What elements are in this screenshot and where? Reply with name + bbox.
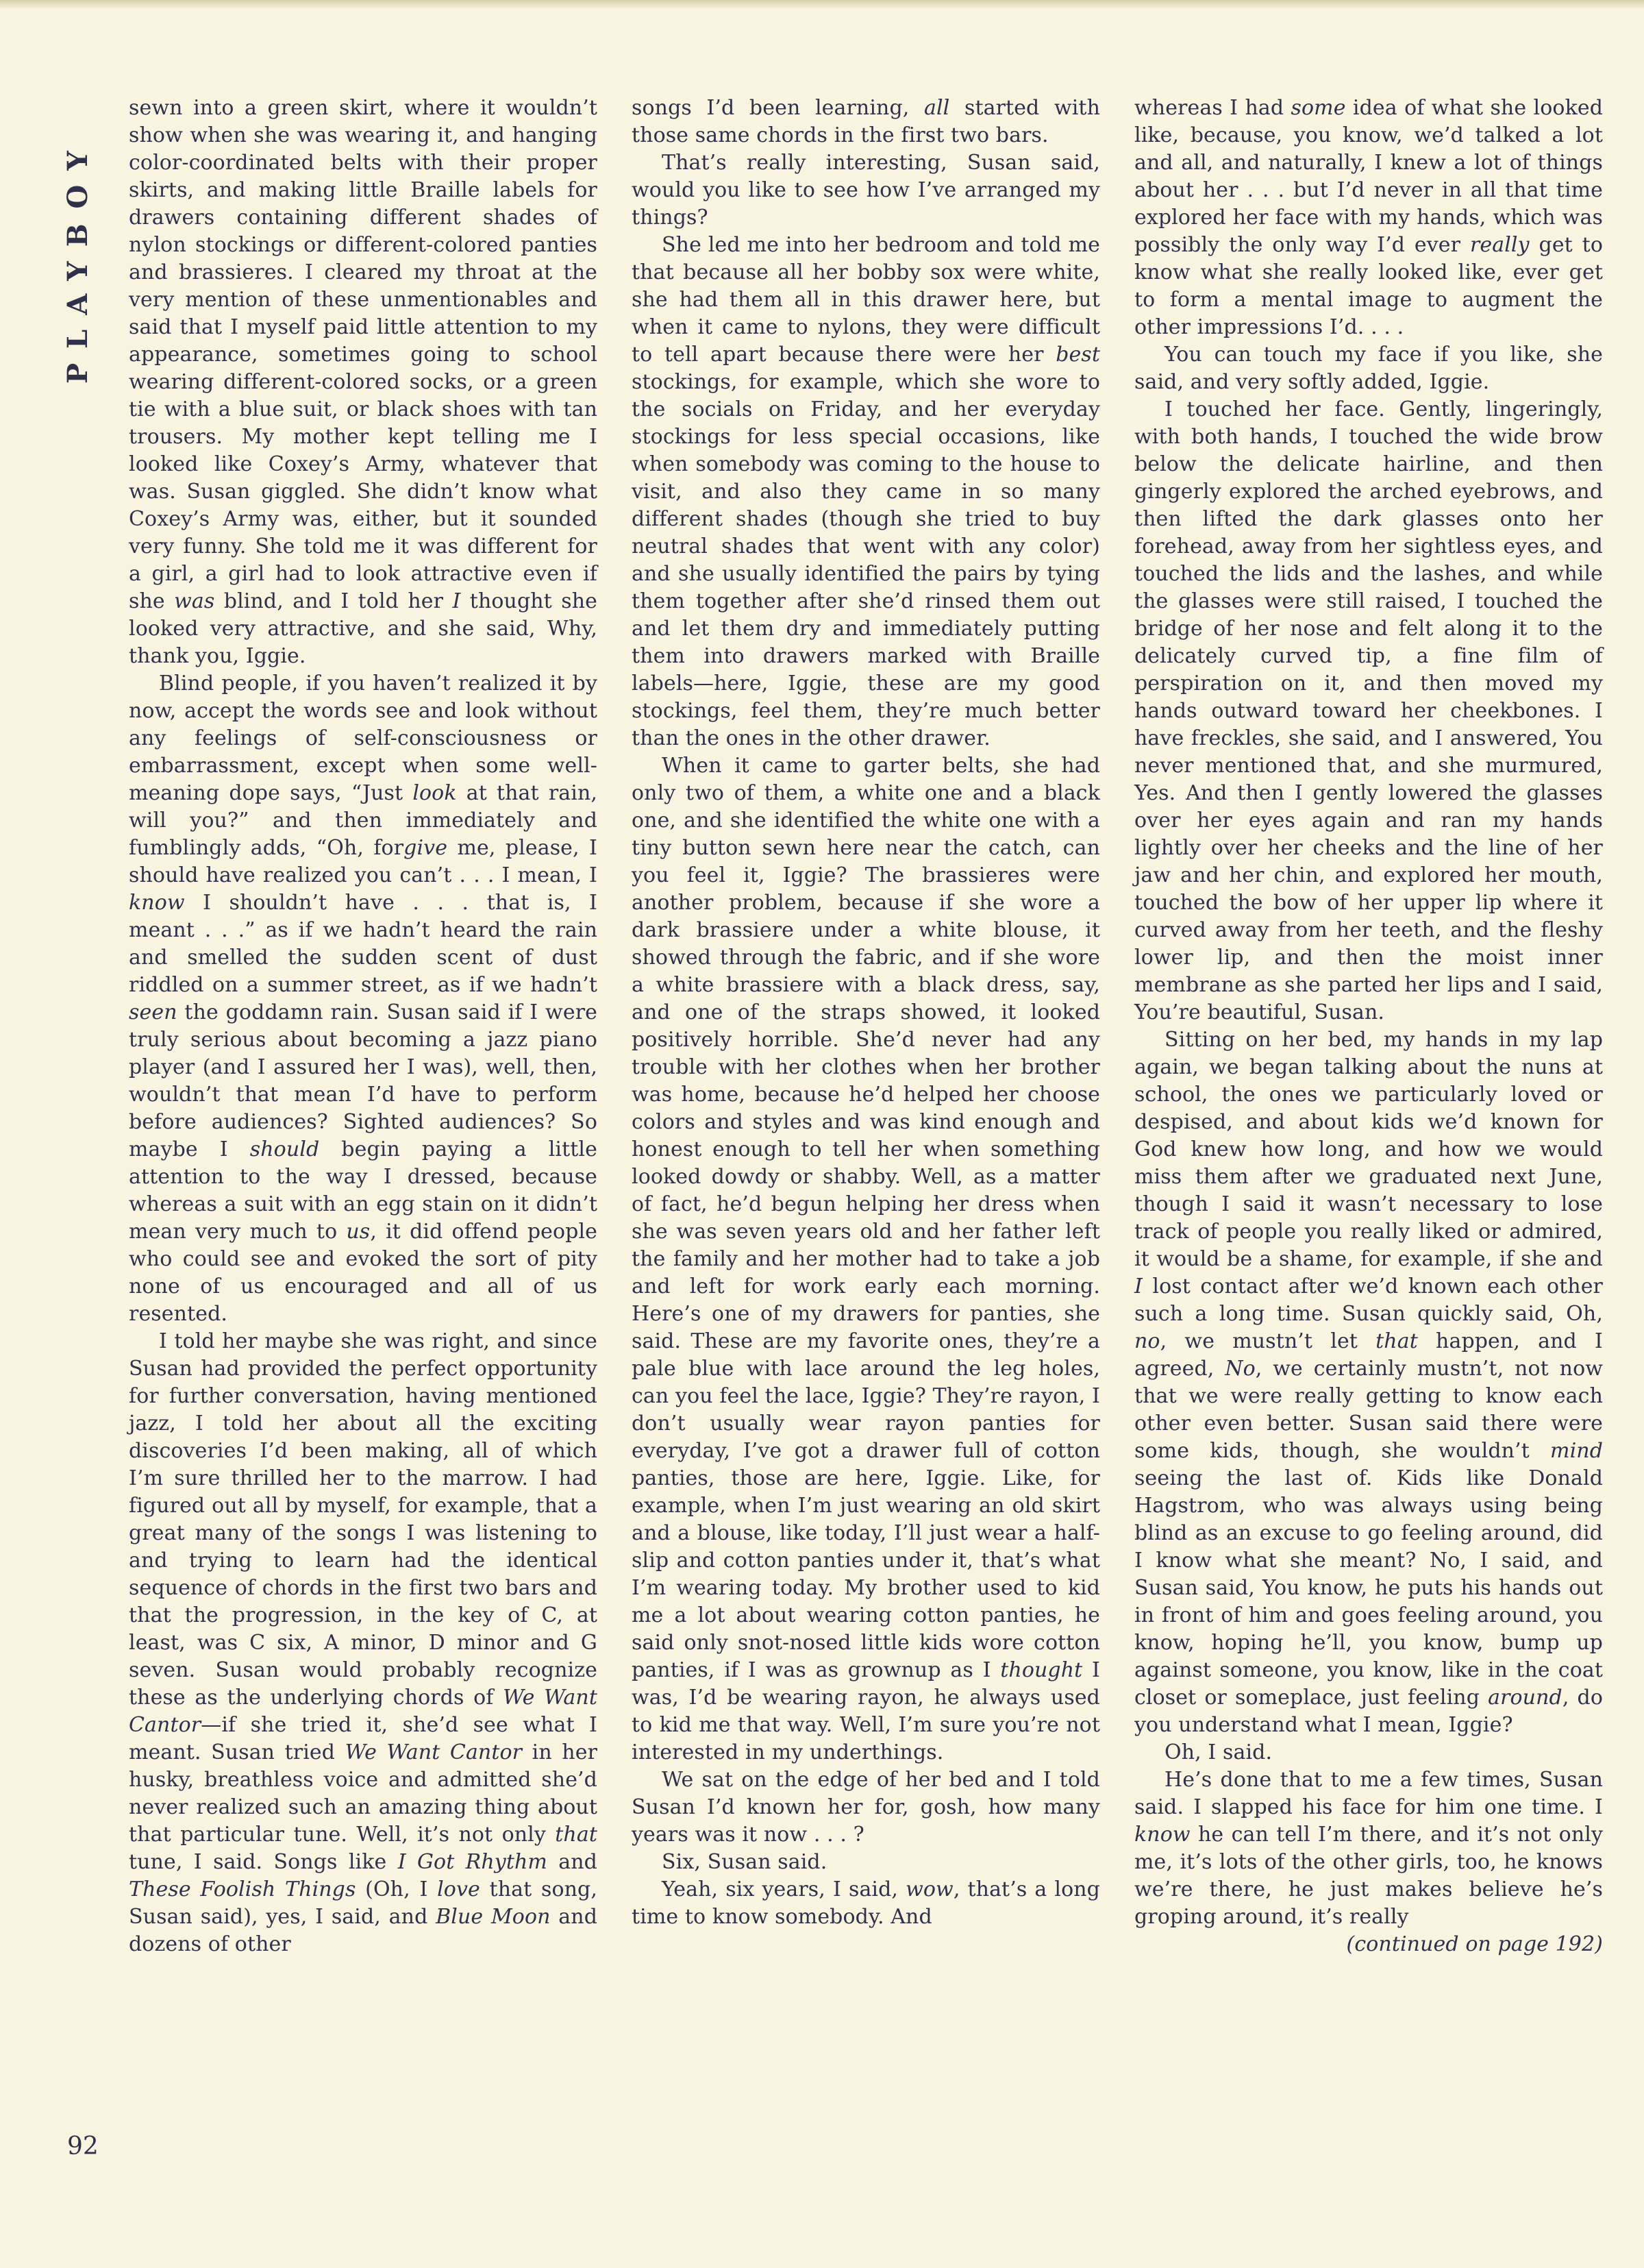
text-column-1: [129, 95, 597, 1958]
text-column-2: [632, 95, 1100, 1931]
page-number: 92: [67, 2132, 99, 2160]
paragraph: whereas I had some idea of what she looked like, because, you know, we’d talked a lot and all, and naturally, I knew a lot of things about her . . . but I’d never in all that time explored her face with my hands, which was possibly the only way I’d ever really get to know what she really looked like, ever get to form a mental image to augment the other impressions I’d. . . .: [1134, 96, 1603, 339]
paragraph: I touched her face. Gently, lingeringly, with both hands, I touched the wide brow below the delicate hairline, and then gingerly explored the arched eyebrows, and then lifted the dark glasses onto her forehead, away from her sightless eyes, and touched the lids and the lashes, and while the glasses were still raised, I touched the bridge of her nose and felt along it to the delicately curved tip, a fine film of perspiration on it, and then moved my hands outward toward her cheekbones. I have freckles, she said, and I answered, You never mentioned that, and she murmured, Yes. And then I gently lowered the glasses over her eyes again and ran my hands lightly over her cheeks and the line of her jaw and her chin, and explored her mouth, touched the bow of her upper lip where it curved away from her teeth, and the fleshy lower lip, and then the moist inner membrane as she parted her lips and I said, You’re beautiful, Susan.: [1134, 397, 1603, 1024]
paragraph: Blind people, if you haven’t realized it by now, accept the words see and look without any feelings of self-consciousness or embarrassment, except when some well-meaning dope says, “Just look at that rain, will you?” and then immediately and fumblingly adds, “Oh, forgive me, please, I should have realized you can’t . . . I mean, I know I shouldn’t have . . . that is, I meant . . .” as if we hadn’t heard the rain and smelled the sudden scent of dust riddled on a summer street, as if we hadn’t seen the goddamn rain. Susan said if I were truly serious about becoming a jazz piano player (and I assured her I was), well, then, wouldn’t that mean I’d have to perform before audiences? Sighted audiences? So maybe I should begin paying a little attention to the way I dressed, because whereas a suit with an egg stain on it didn’t mean very much to us, it did offend people who could see and evoked the sort of pity none of us encouraged and all of us resented.: [129, 671, 597, 1326]
paragraph: Yeah, six years, I said, wow, that’s a long time to know somebody. And: [632, 1877, 1100, 1929]
magazine-title-vertical: PLAYBOY: [62, 136, 94, 384]
paragraph: (continued on page 192): [1346, 1932, 1603, 1956]
paragraph: That’s really interesting, Susan said, would you like to see how I’ve arranged my things?: [632, 151, 1100, 230]
paragraph: I told her maybe she was right, and since Susan had provided the perfect opportunity for further conversation, having mentioned jazz, I told her about all the exciting discoveries I’d been making, all of which I’m sure thrilled her to the marrow. I had figured out all by myself, for example, that a great many of the songs I was listening to and trying to learn had the identical sequence of chords in the first two bars and that the progression, in the key of C, at least, was C six, A minor, D minor and G seven. Susan would probably recognize these as the underlying chords of We Want Cantor—if she tried it, she’d see what I meant. Susan tried We Want Cantor in her husky, breathless voice and admitted she’d never realized such an amazing thing about that particular tune. Well, it’s not only that tune, I said. Songs like I Got Rhythm and These Foolish Things (Oh, I love that song, Susan said), yes, I said, and Blue Moon and dozens of other: [129, 1329, 598, 1956]
paragraph: sewn into a green skirt, where it wouldn’t show when she was wearing it, and hanging color-coordinated belts with their proper skirts, and making little Braille labels for drawers containing different shades of nylon stockings or different-colored panties and brassieres. I cleared my throat at the very mention of these unmentionables and said that I myself paid little attention to my appearance, sometimes going to school wearing different-colored socks, or a green tie with a blue suit, or black shoes with tan trousers. My mother kept telling me I looked like Coxey’s Army, whatever that was. Susan giggled. She didn’t know what Coxey’s Army was, either, but it sounded very funny. She told me it was different for a girl, a girl had to look attractive even if she was blind, and I told her I thought she looked very attractive, and she said, Why, thank you, Iggie.: [129, 96, 597, 668]
paragraph: Six, Susan said.: [662, 1850, 827, 1874]
paragraph: Oh, I said.: [1164, 1740, 1273, 1764]
text-column-3: [1134, 95, 1603, 1958]
paragraph: songs I’d been learning, all started with those same chords in the first two bars.: [632, 96, 1101, 147]
paragraph: We sat on the edge of her bed and I told Susan I’d known her for, gosh, how many years was it now . . . ?: [632, 1768, 1100, 1847]
paragraph: Sitting on her bed, my hands in my lap again, we began talking about the nuns at school, the ones we particularly loved or despised, and about kids we’d known for God knew how long, and how we would miss them after we graduated next June, though I said it wasn’t necessary to lose track of people you really liked or admired, it would be a shame, for example, if she and I lost contact after we’d known each other such a long time. Susan quickly said, Oh, no, we mustn’t let that happen, and I agreed, No, we certainly mustn’t, not now that we were really getting to know each other even better. Susan said there were some kids, though, she wouldn’t mind seeing the last of. Kids like Donald Hagstrom, who was always using being blind as an excuse to go feeling around, did I know what she meant? No, I said, and Susan said, You know, he puts his hands out in front of him and goes feeling around, you know, hoping he’ll, you know, bump up against someone, you know, like in the coat closet or someplace, just feeling around, do you understand what I mean, Iggie?: [1134, 1028, 1604, 1737]
paragraph: She led me into her bedroom and told me that because all her bobby sox were white, she had them all in this drawer here, but when it came to nylons, they were difficult to tell apart because there were her best stockings, for example, which she wore to the socials on Friday, and her everyday stockings for less special occasions, like when somebody was coming to the house to visit, and also they came in so many different shades (though she tried to buy neutral shades that went with any color) and she usually identified the pairs by tying them together after she’d rinsed them out and let them dry and immediately putting them into drawers marked with Braille labels—here, Iggie, these are my good stockings, feel them, they’re much better than the ones in the other drawer.: [632, 233, 1100, 750]
paragraph: He’s done that to me a few times, Susan said. I slapped his face for him one time. I know he can tell I’m there, and it’s not only me, it’s lots of the other girls, too, he knows we’re there, he just makes believe he’s groping around, it’s really: [1134, 1768, 1603, 1929]
paragraph: You can touch my face if you like, she said, and very softly added, Iggie.: [1134, 343, 1603, 394]
paragraph: When it came to garter belts, she had only two of them, a white one and a black one, and she identified the white one with a tiny button sewn here near the catch, can you feel it, Iggie? The brassieres were another problem, because if she wore a dark brassiere under a white blouse, it showed through the fabric, and if she wore a white brassiere with a black dress, say, and one of the straps showed, it looked positively horrible. She’d never had any trouble with her clothes when her brother was home, because he’d helped her choose colors and styles and was kind enough and honest enough to tell her when something looked dowdy or shabby. Well, as a matter of fact, he’d begun helping her dress when she was seven years old and her father left the family and her mother had to take a job and left for work early each morning. Here’s one of my drawers for panties, she said. These are my favorite ones, they’re a pale blue with lace around the leg holes, can you feel the lace, Iggie? They’re rayon, I don’t usually wear rayon panties for everyday, I’ve got a drawer full of cotton panties, those are here, Iggie. Like, for example, when I’m just wearing an old skirt and a blouse, like today, I’ll just wear a half-slip and cotton panties under it, that’s what I’m wearing today. My brother used to kid me a lot about wearing cotton panties, he said only snot-nosed little kids wore cotton panties, if I was as grownup as I thought I was, I’d be wearing rayon, he always used to kid me that way. Well, I’m sure you’re not interested in my underthings.: [632, 754, 1100, 1764]
page-top-edge-shading: [0, 0, 1644, 10]
